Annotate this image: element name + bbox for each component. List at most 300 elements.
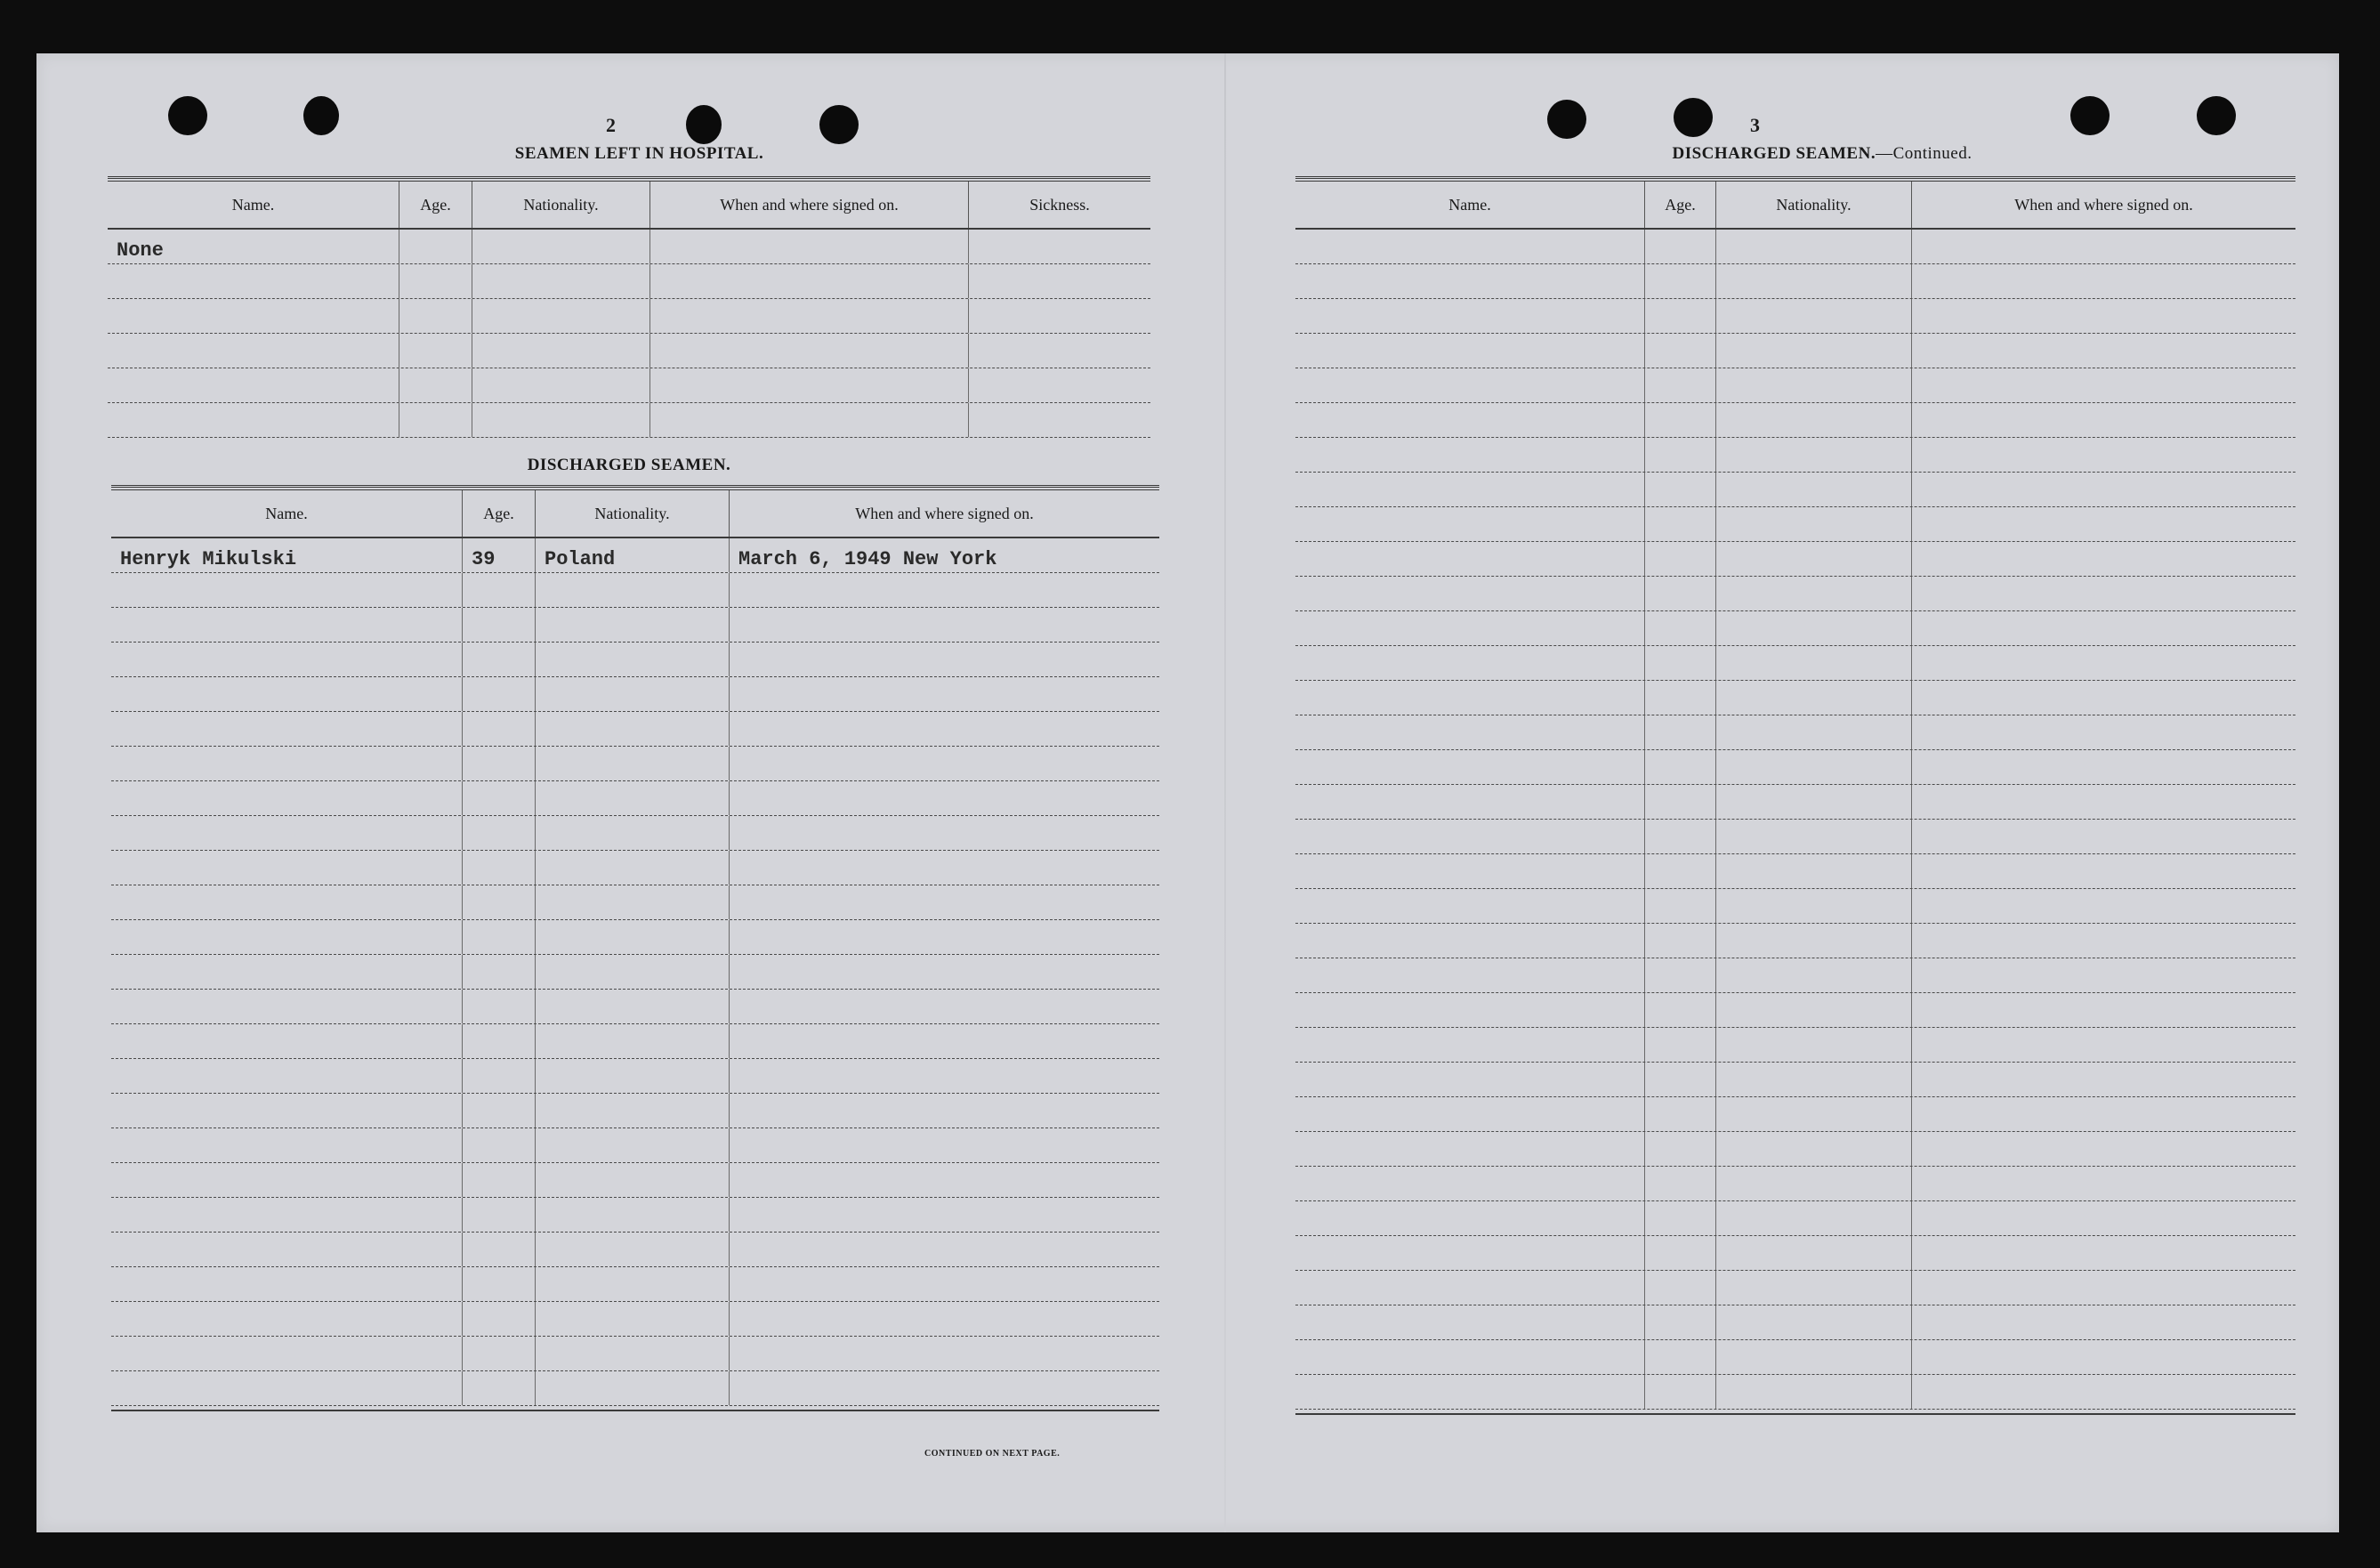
discharged-continued-title (1600, 144, 2045, 164)
table-cell (536, 1371, 730, 1405)
table-cell (1912, 473, 2295, 506)
table-row (111, 573, 1159, 608)
table-cell (1645, 368, 1716, 402)
table-cell (1912, 785, 2295, 819)
table-cell (1912, 1375, 2295, 1409)
table-cell (111, 712, 463, 746)
table-cell (1912, 1167, 2295, 1200)
table-cell (1645, 264, 1716, 298)
table-row (1295, 264, 2295, 299)
table-cell (463, 608, 536, 642)
table-cell (1912, 715, 2295, 749)
table-cell (108, 299, 399, 333)
table-cell (1645, 646, 1716, 680)
table-cell (1295, 993, 1645, 1027)
table-row (1295, 715, 2295, 750)
table-cell (969, 403, 1150, 437)
table-cell (730, 573, 1159, 607)
table-cell (1912, 1132, 2295, 1166)
table-cell (1912, 1271, 2295, 1305)
discharged-continued-table (1295, 176, 2295, 1415)
table-row (111, 955, 1159, 990)
table-cell (1645, 1271, 1716, 1305)
column-header: Name. (111, 490, 463, 537)
table-cell (472, 299, 650, 333)
table-row (1295, 820, 2295, 854)
table-cell (730, 1302, 1159, 1336)
table-cell (1912, 507, 2295, 541)
table-row (1295, 577, 2295, 611)
table-cell (463, 816, 536, 850)
table-cell (1295, 1375, 1645, 1409)
table-cell (111, 677, 463, 711)
table-cell (1645, 993, 1716, 1027)
table-cell (1645, 1097, 1716, 1131)
table-cell (463, 712, 536, 746)
table-bottom-rule (1295, 1413, 2295, 1415)
table-cell (111, 643, 463, 676)
table-cell (536, 1059, 730, 1093)
table-cell (463, 1059, 536, 1093)
table-cell (1645, 334, 1716, 368)
table-cell (1645, 473, 1716, 506)
table-cell (1716, 1167, 1912, 1200)
table-cell (730, 1267, 1159, 1301)
table-cell (111, 1371, 463, 1405)
table-cell (536, 573, 730, 607)
table-cell (1645, 924, 1716, 958)
table-cell (463, 920, 536, 954)
table-cell (650, 264, 969, 298)
table-cell (111, 816, 463, 850)
table-cell (1645, 1167, 1716, 1200)
table-cell: Poland (536, 538, 730, 572)
discharged-continued-body (1295, 230, 2295, 1410)
table-row (111, 920, 1159, 955)
table-cell (969, 299, 1150, 333)
table-cell (1295, 542, 1645, 576)
table-cell (111, 1059, 463, 1093)
table-row (1295, 1167, 2295, 1201)
table-cell (1716, 403, 1912, 437)
table-cell (536, 920, 730, 954)
table-cell (472, 403, 650, 437)
table-cell (472, 264, 650, 298)
table-cell (1716, 1236, 1912, 1270)
table-cell (536, 851, 730, 885)
table-cell (111, 1163, 463, 1197)
table-cell (730, 1059, 1159, 1093)
column-header: When and where signed on. (2014, 195, 2193, 214)
table-row (1295, 1063, 2295, 1097)
table-cell (730, 885, 1159, 919)
table-cell (1716, 230, 1912, 263)
table-row (111, 677, 1159, 712)
table-cell (111, 885, 463, 919)
table-row (111, 608, 1159, 643)
table-cell (1912, 889, 2295, 923)
table-cell (536, 1337, 730, 1370)
table-bottom-rule (111, 1410, 1159, 1411)
table-cell (1295, 299, 1645, 333)
table-cell (111, 1337, 463, 1370)
table-cell (1716, 577, 1912, 610)
table-cell (1716, 681, 1912, 715)
table-cell (111, 608, 463, 642)
table-cell (1912, 820, 2295, 853)
table-cell (1912, 299, 2295, 333)
table-cell (1645, 577, 1716, 610)
table-row (1295, 403, 2295, 438)
column-header: Sickness. (1029, 195, 1090, 214)
table-cell (536, 816, 730, 850)
table-cell (730, 920, 1159, 954)
table-row (1295, 473, 2295, 507)
table-row (111, 1024, 1159, 1059)
table-row (111, 643, 1159, 677)
table-row (111, 1267, 1159, 1302)
table-cell (111, 781, 463, 815)
table-cell (1295, 403, 1645, 437)
table-cell (1716, 889, 1912, 923)
table-cell (650, 403, 969, 437)
table-cell (650, 368, 969, 402)
table-cell (463, 1094, 536, 1128)
table-cell (111, 1267, 463, 1301)
table-cell (1912, 611, 2295, 645)
table-cell (730, 1024, 1159, 1058)
table-cell (1912, 1028, 2295, 1062)
table-cell (1716, 611, 1912, 645)
table-cell (111, 920, 463, 954)
table-row (111, 1302, 1159, 1337)
table-cell (1716, 1028, 1912, 1062)
table-row (111, 712, 1159, 747)
table-row (1295, 1271, 2295, 1305)
table-cell (1716, 715, 1912, 749)
table-cell (1645, 542, 1716, 576)
table-cell (1912, 750, 2295, 784)
table-cell (1716, 368, 1912, 402)
table-cell (111, 990, 463, 1023)
table-cell (536, 712, 730, 746)
table-cell (1295, 368, 1645, 402)
table-cell (536, 1128, 730, 1162)
table-cell (1295, 438, 1645, 472)
table-row (111, 1163, 1159, 1198)
table-cell (463, 1302, 536, 1336)
table-cell (108, 368, 399, 402)
table-row (1295, 438, 2295, 473)
table-cell (1295, 820, 1645, 853)
table-row (108, 334, 1150, 368)
table-cell (1295, 1167, 1645, 1200)
table-row (1295, 1236, 2295, 1271)
table-cell (1912, 993, 2295, 1027)
table-cell (1295, 1305, 1645, 1339)
table-row (1295, 854, 2295, 889)
table-cell (1645, 1063, 1716, 1096)
table-cell (1716, 1132, 1912, 1166)
table-cell (1912, 1340, 2295, 1374)
table-row (1295, 507, 2295, 542)
table-cell (1716, 1375, 1912, 1409)
column-header: When and where signed on. (650, 182, 969, 228)
table-cell (1912, 334, 2295, 368)
table-cell (399, 299, 472, 333)
discharged-continued-header (1295, 181, 2295, 230)
table-cell (463, 955, 536, 989)
table-cell (1295, 1028, 1645, 1062)
table-row (111, 1094, 1159, 1128)
table-cell (111, 851, 463, 885)
column-header: When and where signed on. (855, 504, 1034, 522)
table-cell (1716, 1340, 1912, 1374)
table-cell (1716, 1063, 1912, 1096)
table-cell (1912, 854, 2295, 888)
table-cell (536, 608, 730, 642)
table-cell (1645, 681, 1716, 715)
table-cell (1295, 611, 1645, 645)
table-cell (969, 368, 1150, 402)
table-cell (1716, 1271, 1912, 1305)
table-cell (1645, 958, 1716, 992)
table-cell (536, 885, 730, 919)
column-header: Nationality. (472, 182, 650, 228)
table-cell (1912, 438, 2295, 472)
table-row (1295, 958, 2295, 993)
table-row (111, 1337, 1159, 1371)
table-row (1295, 785, 2295, 820)
table-cell (1912, 577, 2295, 610)
continued-note: CONTINUED ON NEXT PAGE. (924, 1449, 1061, 1459)
table-row (111, 747, 1159, 781)
table-row (1295, 646, 2295, 681)
table-cell (1716, 993, 1912, 1027)
table-cell (463, 1198, 536, 1232)
table-cell (1295, 1236, 1645, 1270)
table-row (111, 816, 1159, 851)
table-cell: None (108, 230, 399, 263)
table-row (108, 264, 1150, 299)
table-row (1295, 993, 2295, 1028)
table-cell (730, 1094, 1159, 1128)
table-cell (1912, 368, 2295, 402)
table-cell (1912, 646, 2295, 680)
table-cell (1295, 785, 1645, 819)
table-cell (1295, 715, 1645, 749)
table-cell (463, 1337, 536, 1370)
table-row (111, 990, 1159, 1024)
table-row (111, 885, 1159, 920)
table-cell (1716, 542, 1912, 576)
table-cell (1295, 1201, 1645, 1235)
table-row (1295, 924, 2295, 958)
table-cell (1716, 646, 1912, 680)
table-cell (536, 1024, 730, 1058)
table-cell (730, 1371, 1159, 1405)
table-cell (1295, 681, 1645, 715)
table-cell (1645, 1028, 1716, 1062)
table-row (108, 368, 1150, 403)
section-title-suffix: —Continued. (1876, 144, 1973, 163)
table-cell (108, 264, 399, 298)
column-header: Age. (1645, 182, 1716, 228)
hospital-table (108, 176, 1150, 438)
table-cell (1645, 507, 1716, 541)
table-cell (1716, 924, 1912, 958)
hospital-section-title: SEAMEN LEFT IN HOSPITAL. (514, 144, 764, 163)
table-row (108, 230, 1150, 264)
table-cell (472, 368, 650, 402)
table-cell (108, 334, 399, 368)
table-cell (1716, 334, 1912, 368)
table-cell (1912, 1305, 2295, 1339)
table-cell (1912, 230, 2295, 263)
table-cell (1295, 230, 1645, 263)
table-cell (1716, 473, 1912, 506)
table-cell (730, 712, 1159, 746)
table-cell (1716, 264, 1912, 298)
table-cell (1716, 299, 1912, 333)
table-cell (536, 1198, 730, 1232)
table-row (1295, 1132, 2295, 1167)
table-cell (969, 334, 1150, 368)
table-cell (536, 677, 730, 711)
table-row (1295, 889, 2295, 924)
table-cell (1295, 958, 1645, 992)
table-cell (730, 1163, 1159, 1197)
table-cell (1295, 1340, 1645, 1374)
table-cell (1716, 438, 1912, 472)
table-cell (1716, 507, 1912, 541)
hospital-table-body (108, 230, 1150, 438)
table-row (1295, 368, 2295, 403)
table-cell (111, 1302, 463, 1336)
table-row (1295, 1201, 2295, 1236)
table-cell (1645, 715, 1716, 749)
table-cell (1645, 750, 1716, 784)
table-cell (650, 334, 969, 368)
table-cell (1295, 889, 1645, 923)
table-cell (1912, 924, 2295, 958)
discharged-table-header (111, 489, 1159, 538)
table-cell (1912, 1097, 2295, 1131)
table-cell: March 6, 1949 New York (738, 548, 997, 570)
table-cell (1716, 1097, 1912, 1131)
table-row (111, 1128, 1159, 1163)
table-cell (463, 677, 536, 711)
table-row (111, 538, 1159, 573)
table-row (111, 1371, 1159, 1406)
table-cell (1645, 1305, 1716, 1339)
table-cell (730, 1337, 1159, 1370)
table-cell (1912, 681, 2295, 715)
table-cell (730, 781, 1159, 815)
table-cell (730, 1233, 1159, 1266)
table-cell (1912, 264, 2295, 298)
section-title-main: DISCHARGED SEAMEN. (1672, 144, 1876, 163)
table-cell (1295, 646, 1645, 680)
table-row (111, 1059, 1159, 1094)
hospital-table-header (108, 181, 1150, 230)
table-row (1295, 1340, 2295, 1375)
discharged-table (111, 485, 1159, 1411)
table-cell (730, 643, 1159, 676)
table-cell (1645, 403, 1716, 437)
table-cell (1645, 299, 1716, 333)
table-cell (536, 990, 730, 1023)
table-row (1295, 1375, 2295, 1410)
discharged-section-title: DISCHARGED SEAMEN. (527, 456, 731, 474)
table-cell (650, 230, 969, 263)
table-cell (536, 1094, 730, 1128)
table-cell (463, 990, 536, 1023)
table-cell (730, 677, 1159, 711)
table-row (108, 403, 1150, 438)
table-row (1295, 681, 2295, 715)
table-row (1295, 542, 2295, 577)
table-cell (111, 1233, 463, 1266)
table-cell (1912, 1063, 2295, 1096)
table-cell (730, 608, 1159, 642)
table-cell (730, 1128, 1159, 1162)
table-cell (650, 299, 969, 333)
column-header: Nationality. (1716, 182, 1912, 228)
table-cell (1645, 785, 1716, 819)
table-cell (1912, 958, 2295, 992)
table-cell (463, 1233, 536, 1266)
table-cell (730, 851, 1159, 885)
table-cell (108, 403, 399, 437)
table-cell (463, 781, 536, 815)
table-cell (969, 264, 1150, 298)
table-row (111, 1233, 1159, 1267)
table-cell (1716, 958, 1912, 992)
table-cell (399, 334, 472, 368)
table-cell (1645, 889, 1716, 923)
table-cell (1295, 1132, 1645, 1166)
table-cell (1295, 577, 1645, 610)
page-number: 2 (606, 114, 617, 136)
table-cell: 39 (463, 538, 536, 572)
table-row (1295, 1028, 2295, 1063)
table-row (1295, 1097, 2295, 1132)
table-cell (1295, 854, 1645, 888)
table-cell (1295, 1063, 1645, 1096)
table-cell (1295, 334, 1645, 368)
table-cell (463, 885, 536, 919)
table-cell (1645, 438, 1716, 472)
table-row (1295, 230, 2295, 264)
table-cell (463, 1163, 536, 1197)
table-cell (463, 1267, 536, 1301)
table-cell (463, 851, 536, 885)
table-cell (1716, 854, 1912, 888)
table-cell (1295, 1097, 1645, 1131)
table-cell (1716, 820, 1912, 853)
table-cell (1295, 264, 1645, 298)
table-cell (111, 1128, 463, 1162)
table-cell (399, 264, 472, 298)
table-cell (1645, 854, 1716, 888)
table-cell (463, 1024, 536, 1058)
table-cell (536, 955, 730, 989)
right-page (1226, 53, 2339, 1532)
ledger-sheet (36, 53, 2339, 1532)
table-cell (1912, 1201, 2295, 1235)
table-cell (1295, 507, 1645, 541)
